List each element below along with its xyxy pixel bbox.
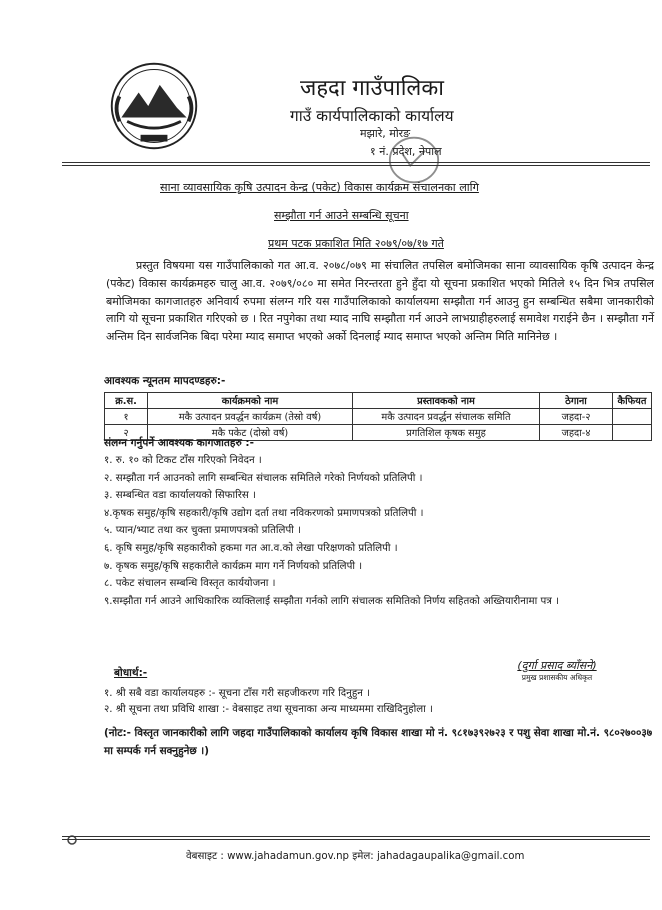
- cell-serial: १: [105, 409, 148, 425]
- cell-remarks: [613, 409, 652, 425]
- cell-address: जहदा-४: [540, 425, 613, 441]
- cell-proposer: मकै उत्पादन प्रवर्द्धन संचालक समिति: [353, 409, 540, 425]
- list-item: २. श्री सूचना तथा प्रविधि शाखा :- वेबसाइट तथा सूचनाका अन्य माध्यममा राखिदिनुहोला ।: [104, 704, 433, 715]
- office-title: गाउँ कार्यपालिकाको कार्यालय: [290, 107, 454, 125]
- cell-remarks: [613, 425, 652, 441]
- list-item: ७. कृषक समुह/कृषि सहकारीले कार्यक्रम माग गर्ने निर्णयको प्रतिलिपी ।: [104, 560, 363, 572]
- website-label: वेबसाइट :: [186, 851, 228, 862]
- list-item: ३. सम्बन्धित वडा कार्यालयको सिफारिस ।: [104, 490, 256, 502]
- header-rule: [62, 162, 650, 163]
- signatory-title: प्रमुख प्रशासकीय अधिकृत: [521, 673, 593, 682]
- cc-list: [104, 686, 654, 718]
- cell-address: जहदा-२: [540, 409, 613, 425]
- email-label: इमेल:: [349, 851, 377, 862]
- col-serial: क्र.स.: [105, 393, 148, 409]
- office-place: मझारे, मोरङ: [360, 127, 411, 140]
- email-link[interactable]: jahadagaupalika@gmail.com: [376, 851, 525, 862]
- list-item: ९.सम्झौता गर्न आउने आधिकारिक व्यक्तिलाई सम्झौता गर्नको लागि संचालक समितिको निर्णय सहितको अख्तियारीनामा पत्र ।: [104, 595, 559, 607]
- list-item: २. सम्झौता गर्न आउनको लागि सम्बन्धित संचालक समितिले गरेको निर्णयको प्रतिलिपी ।: [104, 472, 423, 484]
- cell-serial: २: [105, 425, 148, 441]
- col-proposer: प्रस्तावकको नाम: [353, 393, 540, 409]
- col-remarks: कैफियत: [613, 393, 652, 409]
- subject-line: साना व्यावसायिक कृषि उत्पादन केन्द्र (पकेट) विकास कार्यक्रम संचालनका लागि: [160, 181, 479, 194]
- criteria-table: [104, 392, 652, 441]
- footer-rule-2: [62, 839, 650, 840]
- documents-heading: संलग्न गर्नुपर्ने आवश्यक कागजातहरु :-: [104, 437, 254, 449]
- footer-rule: [62, 836, 650, 837]
- publication-date: प्रथम पटक प्रकाशित मिति २०७९/०७/१७ गते: [268, 237, 444, 250]
- signature-block: [482, 658, 632, 683]
- municipality-title: जहदा गाउँपालिका: [300, 76, 444, 101]
- col-program: कार्यक्रमको नाम: [148, 393, 353, 409]
- table-header-row: [105, 393, 652, 409]
- list-item: १. श्री सबै वडा कार्यालयहरु :- सूचना टाँस गरी सहजीकरण गरि दिनुहुन ।: [104, 688, 371, 699]
- office-stamp-icon: [386, 134, 442, 186]
- cell-program: मकै उत्पादन प्रवर्द्धन कार्यक्रम (तेस्रो वर्ष): [148, 409, 353, 425]
- notice-body: [106, 257, 654, 346]
- notice-body-text: प्रस्तुत विषयमा यस गाउँपालिकाको गत आ.व. २०७८/०७९ मा संचालित तपसिल बमोजिमका साना व्यावसायिक कृषि उत्पादन केन्द्र (पकेट) विकास कार्यक्रमहरु चालु आ.व. २०७९/०८० मा समेत निरन्तरता हुने हुँदा यो सूचना प्रकाशित भएको मितिले १५ दिन भित्र तपसिल बमोजिमका कागजातहरु अनिवार्य रुपमा संलग्न गरि यस गाउँपालिकाको कार्यालयमा सम्झौता गर्न आउनु हुन सम्बन्धित सबैमा जानकारीको लागि यो सूचना प्रकाशित गरिएको छ । रित नपुगेका तथा म्याद नाघि सम्झौता गर्न आउने लाभग्राहीहरुलाई समावेश गराईने छैन । सम्झौता गर्ने अन्तिम दिन सार्वजनिक बिदा परेमा म्याद समाप्त भएको अर्को दिनलाई म्याद समाप्त भएको अन्तिम मिति मानिनेछ ।: [106, 259, 654, 344]
- office-province: १ नं. प्रदेश, नेपाल: [370, 145, 442, 158]
- list-item: ६. कृषि समुह/कृषि सहकारीको हकमा गत आ.व.को लेखा परिक्षणको प्रतिलिपी ।: [104, 542, 398, 554]
- cc-heading: बोधार्थ:-: [114, 667, 148, 679]
- list-item: ५. प्यान/भ्याट तथा कर चुक्ता प्रमाणपत्रको प्रतिलिपी ।: [104, 525, 301, 537]
- list-item: ८. पकेट संचालन सम्बन्धि विस्तृत कार्ययोजना ।: [104, 578, 276, 590]
- header-rule-2: [62, 165, 650, 166]
- contact-note: (नोट:- विस्तृत जानकारीको लागि जहदा गाउँपालिकाको कार्यालय कृषि विकास शाखा मो नं. ९८१७३९२७२३ र पशु सेवा शाखा मो.नं. ९८०२७००३७ मा सम्पर्क गर्न सक्नुहुनेछ ।): [104, 727, 653, 757]
- signatory-name: (दुर्गा प्रसाद ब्याँसने): [517, 659, 597, 672]
- cell-proposer: प्रगतिशिल कृषक समुह: [353, 425, 540, 441]
- criteria-heading: आवश्यक न्यूनतम मापदण्डहरु:-: [104, 375, 226, 387]
- cell-program: मकै पकेट (दोस्रो वर्ष): [148, 425, 353, 441]
- col-address: ठेगाना: [540, 393, 613, 409]
- municipality-emblem-icon: [106, 58, 202, 154]
- footer-contact: [186, 848, 524, 862]
- list-item: ४.कृषक समुह/कृषि सहकारी/कृषि उद्योग दर्ता तथा नविकरणको प्रमाणपत्रको प्रतिलिपी ।: [104, 507, 424, 519]
- table-row: [105, 409, 652, 425]
- list-item: १. रु. १० को टिकट टाँस गरिएको निवेदन ।: [104, 455, 262, 466]
- documents-list: [104, 452, 654, 610]
- website-link[interactable]: www.jahadamun.gov.np: [227, 851, 350, 862]
- notice-title: सम्झौता गर्न आउने सम्बन्धि सूचना: [274, 209, 409, 222]
